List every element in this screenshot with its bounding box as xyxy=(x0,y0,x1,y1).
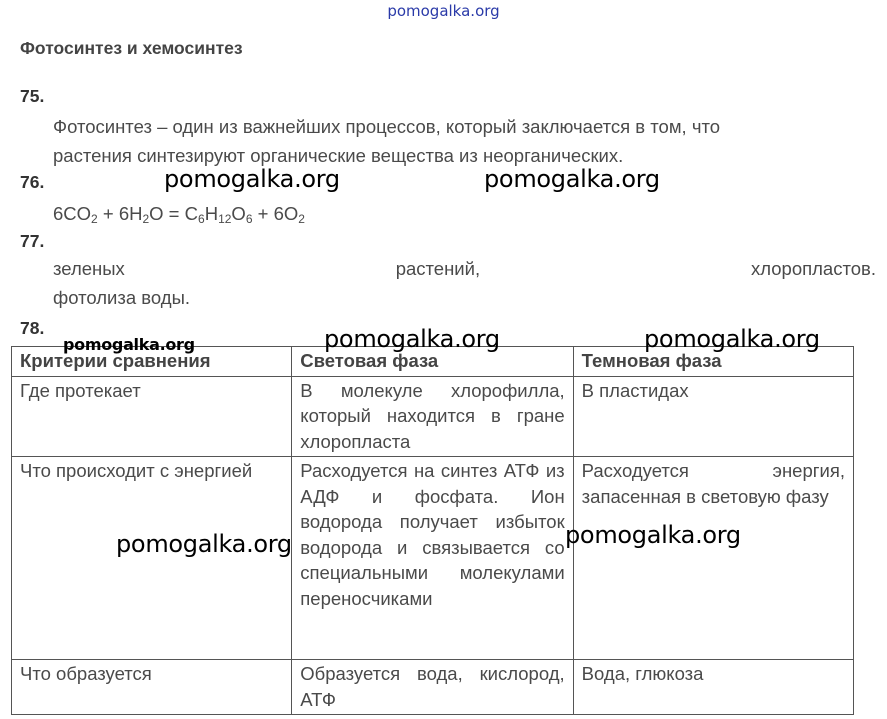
table-header-cell: Световая фаза xyxy=(292,347,573,377)
eq-sub: 12 xyxy=(218,212,232,226)
question-number-78: 78. xyxy=(20,318,45,338)
table-cell: Образуется вода, кислород, АТФ xyxy=(292,660,573,715)
table-cell: Расходуется энергия, запасенная в световую фазу xyxy=(573,457,853,660)
watermark-text: pomogalka.org xyxy=(63,335,195,354)
eq-part: H xyxy=(204,203,219,224)
site-header-link[interactable]: pomogalka.org xyxy=(387,2,500,20)
watermark-text: pomogalka.org xyxy=(164,165,340,193)
table-cell: Что образуется xyxy=(12,660,292,715)
table-cell: В пластидах xyxy=(573,376,853,457)
eq-sub: 2 xyxy=(142,212,150,226)
table-cell: Что происходит с энергией xyxy=(12,457,292,660)
answer-75-line1: Фотосинтез – один из важнейших процессов, который заключается в том, что xyxy=(53,116,721,137)
table-cell: Вода, глюкоза xyxy=(573,660,853,715)
answer-75-line2: растения синтезируют органические вещества из неорганических. xyxy=(53,145,624,166)
eq-part: O xyxy=(231,203,246,224)
table-header-cell: Критерии сравнения xyxy=(12,347,292,377)
question-number-76: 76. xyxy=(20,172,45,192)
table-row xyxy=(12,660,854,715)
answer-77-line2: фотолиза воды. xyxy=(53,287,191,308)
eq-sub: 2 xyxy=(91,212,98,226)
eq-part: + 6O xyxy=(252,203,299,224)
question-number-75: 75. xyxy=(20,86,45,106)
eq-sub: 2 xyxy=(298,212,305,226)
eq-sub: 6 xyxy=(245,212,253,226)
eq-part: 6CO xyxy=(53,203,92,224)
watermark-text: pomogalka.org xyxy=(324,325,500,353)
question-number-77: 77. xyxy=(20,231,45,251)
watermark-text: pomogalka.org xyxy=(644,325,820,353)
answer-77-word: зеленых xyxy=(53,258,125,279)
watermark-text: pomogalka.org xyxy=(565,521,741,549)
eq-part: O = C xyxy=(149,203,198,224)
answer-77-word: растений, xyxy=(395,258,481,279)
watermark-text: pomogalka.org xyxy=(484,165,660,193)
table-row xyxy=(12,457,854,660)
answer-76-equation xyxy=(53,199,305,228)
eq-part: + 6H xyxy=(97,203,143,224)
table-header-cell: Темновая фаза xyxy=(573,347,853,377)
answer-77-line1 xyxy=(53,258,876,280)
table-row xyxy=(12,376,854,457)
table-cell: В молекуле хлорофилла, который находится в гране хлоропласта xyxy=(292,376,573,457)
eq-sub: 6 xyxy=(198,212,205,226)
table-cell: Расходуется на синтез АТФ из АДФ и фосфата. Ион водорода получает избыток водорода и связывается со специальными молекулами переносчиками xyxy=(292,457,573,660)
answer-75 xyxy=(53,112,720,170)
table-cell: Где протекает xyxy=(12,376,292,457)
page-title: Фотосинтез и хемосинтез xyxy=(20,38,243,58)
watermark-text: pomogalka.org xyxy=(116,530,292,558)
answer-77-word: хлоропластов. xyxy=(750,258,876,279)
